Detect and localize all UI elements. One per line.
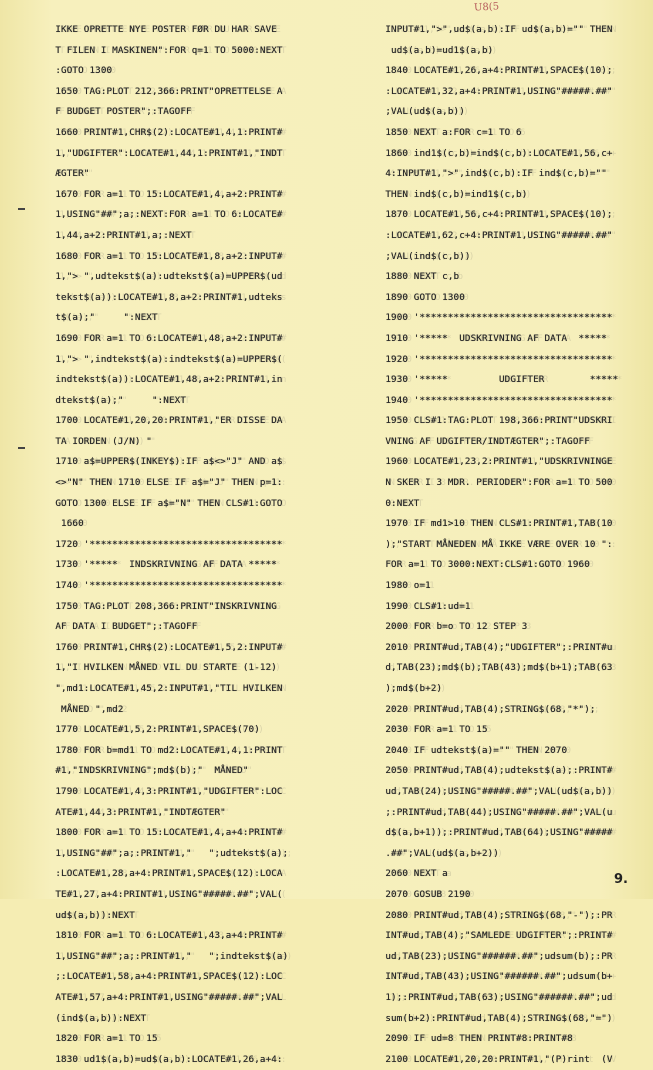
page-number: 9. <box>614 872 628 887</box>
code-line: 1900 '********************************** <box>374 312 613 324</box>
code-line: (ind$(a,b)):NEXT <box>44 1012 147 1024</box>
code-line: 2030 FOR a=1 TO 15 <box>374 724 488 736</box>
code-line: indtekst$(a)):LOCATE#1,48,a+2:PRINT#1,in <box>44 374 283 386</box>
code-line: .##";VAL(ud$(a,b+2)) <box>374 847 499 859</box>
code-line: THEN ind$(c,b)=ind1$(c,b) <box>374 188 528 200</box>
code-line: sum(b+2):PRINT#ud,TAB(4);STRING$(68,"=") <box>374 1012 613 1024</box>
code-line: 1960 LOCATE#1,23,2:PRINT#1,"UDSKRIVNINGE <box>374 456 613 468</box>
code-line: 1830 ud1$(a,b)=ud$(a,b):LOCATE#1,26,a+4: <box>44 1053 283 1065</box>
code-line: 1820 FOR a=1 TO 15 <box>44 1033 158 1045</box>
code-line: 1,"UDGIFTER":LOCATE#1,44,1:PRINT#1,"INDT <box>44 147 283 159</box>
code-line: d,TAB(23);md$(b);TAB(43);md$(b+1);TAB(63 <box>374 662 613 674</box>
code-line: ;VAL(ind$(c,b)) <box>374 250 471 262</box>
code-line: TE#1,27,a+4:PRINT#1,USING"#####.##";VAL( <box>44 888 283 900</box>
code-line: :LOCATE#1,28,a+4:PRINT#1,SPACE$(12):LOCA <box>44 868 283 880</box>
code-line: INPUT#1,">",ud$(a,b):IF ud$(a,b)="" THEN <box>374 24 613 35</box>
right-code-column <box>374 20 642 1070</box>
code-line: 1,USING"##";a;:NEXT:FOR a=1 TO 6:LOCATE# <box>44 209 283 221</box>
code-line: AF DATA I BUDGET";:TAGOFF <box>44 621 198 633</box>
code-line: 1880 NEXT c,b <box>374 271 460 283</box>
code-line: );"START MÅNEDEN MÅ IKKE VÆRE OVER 10 ": <box>374 538 613 550</box>
code-line: 2100 LOCATE#1,20,20:PRINT#1,"(P)rint (V <box>374 1053 613 1065</box>
code-line: 1670 FOR a=1 TO 15:LOCATE#1,4,a+2:PRINT# <box>44 188 283 200</box>
code-line: T FILEN I MASKINEN":FOR q=1 TO 5000:NEXT <box>44 44 283 56</box>
code-line: ;:LOCATE#1,58,a+4:PRINT#1,SPACE$(12):LOC <box>44 971 283 983</box>
code-line: 1920 '********************************** <box>374 353 613 365</box>
code-line: ;:PRINT#ud,TAB(44);USING"#####.##";VAL(u <box>374 806 613 818</box>
code-line: 2040 IF udtekst$(a)="" THEN 2070 <box>374 744 568 756</box>
code-line: MÅNED ",md2 <box>44 703 124 715</box>
code-line: 1760 PRINT#1,CHR$(2):LOCATE#1,5,2:INPUT# <box>44 641 283 653</box>
code-line: 2010 PRINT#ud,TAB(4);"UDGIFTER";:PRINT#u <box>374 641 613 653</box>
code-line: 1840 LOCATE#1,26,a+4:PRINT#1,SPACE$(10); <box>374 65 613 77</box>
code-line: 2090 IF ud=8 THEN PRINT#8:PRINT#8 <box>374 1033 573 1045</box>
left-code-column <box>44 20 334 1070</box>
code-line: 1,"> ",udtekst$(a):udtekst$(a)=UPPER$(ud <box>44 271 283 283</box>
code-line: #1,"INDSKRIVNING";md$(b);" MÅNED" <box>44 765 249 777</box>
code-line: FOR a=1 TO 3000:NEXT:CLS#1:GOTO 1960 <box>374 559 590 571</box>
code-line: 1800 FOR a=1 TO 15:LOCATE#1,4,a+4:PRINT# <box>44 827 283 839</box>
code-line: ATE#1,44,3:PRINT#1,"INDTÆGTER" <box>44 806 226 818</box>
code-line: );md$(b+2) <box>374 683 443 694</box>
code-line: 1940 '********************************** <box>374 394 613 406</box>
code-line: ÆGTER" <box>44 168 90 180</box>
code-line: 1,44,a+2:PRINT#1,a;:NEXT <box>44 229 192 241</box>
code-line: ud,TAB(24);USING"#####.##";VAL(ud$(a,b)) <box>374 785 613 797</box>
code-line: 1730 '***** INDSKRIVNING AF DATA ***** <box>44 559 277 571</box>
code-line: N SKER I 3 MDR. PERIODER":FOR a=1 TO 500 <box>374 477 613 489</box>
code-line: 1,"> ",indtekst$(a):indtekst$(a)=UPPER$( <box>44 353 283 365</box>
code-line: ",md1:LOCATE#1,45,2:INPUT#1,"TIL HVILKEN <box>44 683 283 694</box>
code-line: :LOCATE#1,32,a+4:PRINT#1,USING"#####.##" <box>374 85 613 97</box>
code-line: 2020 PRINT#ud,TAB(4);STRING$(68,"*"); <box>374 703 596 715</box>
code-line: 1930 '***** UDGIFTER ***** <box>374 374 619 386</box>
code-line: 1690 FOR a=1 TO 6:LOCATE#1,48,a+2:INPUT# <box>44 332 283 344</box>
code-line: 1,"I HVILKEN MÅNED VIL DU STARTE (1-12) <box>44 662 277 674</box>
code-line: ATE#1,57,a+4:PRINT#1,USING"#####.##";VAL <box>44 991 283 1003</box>
margin-mark <box>18 208 25 210</box>
code-line: :GOTO 1300 <box>44 65 113 77</box>
code-line: 1710 a$=UPPER$(INKEY$):IF a$<>"J" AND a$ <box>44 456 283 468</box>
code-line: 2060 NEXT a <box>374 868 448 880</box>
code-line: 1660 PRINT#1,CHR$(2):LOCATE#1,4,1:PRINT# <box>44 126 283 138</box>
code-line: 1890 GOTO 1300 <box>374 291 465 303</box>
code-line: 1810 FOR a=1 TO 6:LOCATE#1,43,a+4:PRINT# <box>44 930 283 942</box>
code-line: t$(a);" ":NEXT <box>44 312 158 324</box>
code-line: 1980 o=1 <box>374 580 431 592</box>
code-line: 1950 CLS#1:TAG:PLOT 198,366:PRINT"UDSKRI <box>374 415 613 427</box>
code-line: 1680 FOR a=1 TO 15:LOCATE#1,8,a+2:INPUT# <box>44 250 283 262</box>
code-line: 0:NEXT <box>374 497 420 509</box>
code-line: F BUDGET POSTER";:TAGOFF <box>44 106 192 118</box>
code-line: 4:INPUT#1,">",ind$(c,b):IF ind$(c,b)="" <box>374 168 607 180</box>
code-line: 1850 NEXT a:FOR c=1 TO 6 <box>374 126 522 138</box>
code-line: 1860 ind1$(c,b)=ind$(c,b):LOCATE#1,56,c+ <box>374 147 613 159</box>
code-line: 2000 FOR b=o TO 12 STEP 3 <box>374 621 528 633</box>
code-line: 1990 CLS#1:ud=1 <box>374 600 471 612</box>
code-line: ;VAL(ud$(a,b)) <box>374 106 465 118</box>
code-line: 1870 LOCATE#1,56,c+4:PRINT#1,SPACE$(10); <box>374 209 613 221</box>
code-line: dtekst$(a);" ":NEXT <box>44 394 187 406</box>
code-line: TA IORDEN (J/N) " <box>44 435 152 447</box>
code-line: VNING AF UDGIFTER/INDTÆGTER";:TAGOFF <box>374 435 590 447</box>
code-line: INT#ud,TAB(43);USING"######.##";udsum(b+ <box>374 971 613 983</box>
code-line: GOTO 1300 ELSE IF a$="N" THEN CLS#1:GOTO <box>44 497 283 509</box>
code-line: 2070 GOSUB 2190 <box>374 888 471 900</box>
code-line: 1700 LOCATE#1,20,20:PRINT#1,"ER DISSE DA <box>44 415 283 427</box>
code-line: 1910 '***** UDSKRIVNING AF DATA ***** <box>374 332 607 344</box>
code-line: :LOCATE#1,62,c+4:PRINT#1,USING"#####.##" <box>374 229 613 241</box>
code-line: ud$(a,b)):NEXT <box>44 909 135 921</box>
code-line: 1970 IF md1>10 THEN CLS#1:PRINT#1,TAB(10 <box>374 518 613 530</box>
handwritten-note: U8(5 <box>473 1 500 14</box>
code-line: INT#ud,TAB(4);"SAMLEDE UDGIFTER";:PRINT# <box>374 930 613 942</box>
code-line: 1,USING"##";a;:PRINT#1," ";indtekst$(a) <box>44 950 289 962</box>
margin-mark <box>18 447 25 449</box>
code-line: 1740 '********************************** <box>44 580 283 592</box>
code-line: ud,TAB(23);USING"######.##";udsum(b);:PR <box>374 950 613 962</box>
code-line: 1720 '********************************** <box>44 538 283 550</box>
code-line: 2080 PRINT#ud,TAB(4);STRING$(68,"-");:PR <box>374 909 613 921</box>
code-line: 1660 <box>44 518 84 530</box>
code-line: tekst$(a)):LOCATE#1,8,a+2:PRINT#1,udteks <box>44 291 283 303</box>
code-line: 1790 LOCATE#1,4,3:PRINT#1,"UDGIFTER":LOC <box>44 785 283 797</box>
code-line: 2050 PRINT#ud,TAB(4);udtekst$(a);:PRINT# <box>374 765 613 777</box>
code-line: 1750 TAG:PLOT 208,366:PRINT"INSKRIVNING <box>44 600 277 612</box>
code-line: 1650 TAG:PLOT 212,366:PRINT"OPRETTELSE A <box>44 85 283 97</box>
code-line: <>"N" THEN 1710 ELSE IF a$="J" THEN p=1: <box>44 477 283 489</box>
code-line: d$(a,b+1));:PRINT#ud,TAB(64);USING"##### <box>374 827 613 839</box>
code-line: IKKE OPRETTE NYE POSTER FØR DU HAR SAVE <box>44 24 277 35</box>
code-line: ud$(a,b)=ud1$(a,b) <box>374 44 494 56</box>
code-line: 1);:PRINT#ud,TAB(63);USING"######.##";ud <box>374 991 613 1003</box>
code-line: 1,USING"##";a;:PRINT#1," ";udtekst$(a); <box>44 847 289 859</box>
code-line: 1780 FOR b=md1 TO md2:LOCATE#1,4,1:PRINT <box>44 744 283 756</box>
code-line: 1770 LOCATE#1,5,2:PRINT#1,SPACE$(70) <box>44 724 260 736</box>
